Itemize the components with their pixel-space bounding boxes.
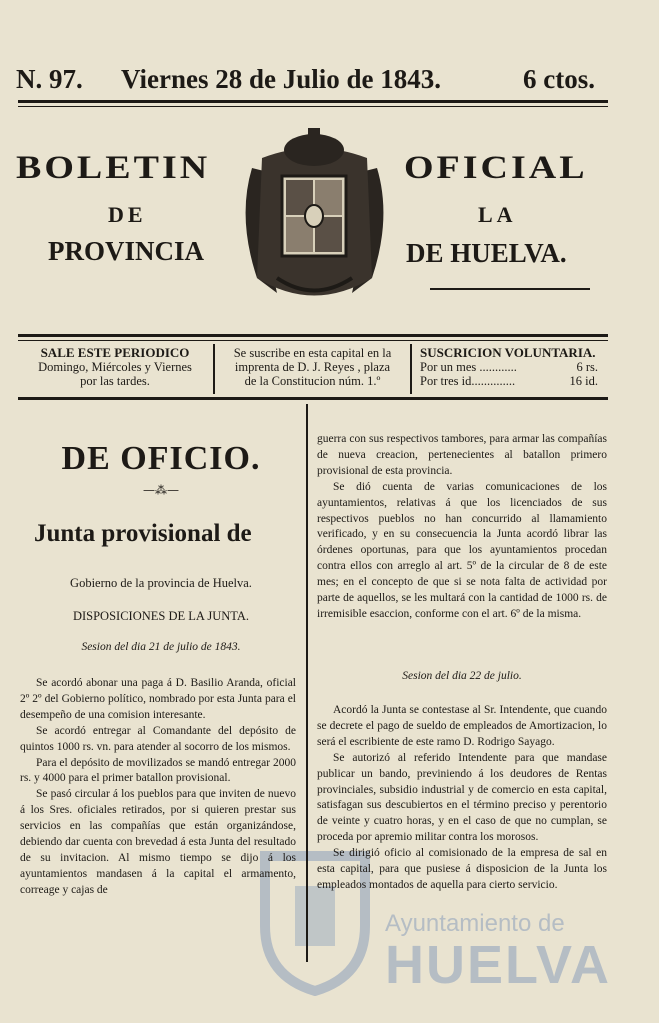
info-divider-1 <box>213 344 215 394</box>
price-title: SUSCRICION VOLUNTARIA. <box>420 345 596 360</box>
subscribe-line3: de la Constitucion núm. 1.º <box>244 374 381 388</box>
issue-date: Viernes 28 de Julio de 1843. <box>121 64 441 94</box>
publication-time: por las tardes. <box>80 374 150 388</box>
paragraph: Se autorizó al referido Intendente para que mandase publicar un bando, previniendo á los deudores de Rentas provinciales, subsidio industrial y de comercio en esta capital, satisfagan sus descubiertos en el término preciso y perentorio de veinte y cuatro horas, y en el caso de que no cumplan, se proceda por apremio militar contra los morosos. <box>317 751 607 844</box>
publication-days: Domingo, Miércoles y Viernes <box>38 360 192 374</box>
right-body-top <box>317 432 607 623</box>
disposiciones-heading: DISPOSICIONES DE LA JUNTA. <box>72 609 250 623</box>
paragraph: Se dió cuenta de varias comunicaciones de los ayuntamientos, relativas á que los licenciados de sus respectivos pueblos no han concurrido al llamamiento verificado, y en su consecuencia la Junta acordó librar las órdenes oportunas, para que los ayuntamientos procedan contra ellos con arreglo al art. 5º de la circular de 8 de este mes; en el concepto de que si se nota falta de actividad por parte de aquellos, se les multará con la cantidad de 1000 rs. de irremisible esaccion, conforme con el art. 6º de la misma. <box>317 480 607 620</box>
watermark-line1: Ayuntamiento de <box>385 910 565 937</box>
info-rule-top2 <box>18 340 608 341</box>
paragraph: Se acordó abonar una paga á D. Basilio Aranda, oficial 2º 2º del Gobierno político, nombrado por esta Junta para el desempeño de una comision interesante. <box>20 677 296 721</box>
paragraph: Se dirigió oficio al comisionado de la empresa de sal en esta capital, para que pusiese á disposicion de la Junta los empleados montados de aquella para cierto servicio. <box>317 847 607 891</box>
column-divider <box>306 404 308 962</box>
info-divider-2 <box>410 344 412 394</box>
info-col-price <box>420 346 606 388</box>
left-body <box>20 676 296 899</box>
header-rule-thick <box>18 100 608 103</box>
masthead-boletin: BOLETIN <box>16 150 211 186</box>
info-col-subscribe <box>220 346 405 388</box>
info-rule-top <box>18 334 608 337</box>
paragraph: Se pasó circular á los pueblos para que inviten de nuevo á los Sres. oficiales retirados, por si quieren prestar sus servicios en las compañías que están organizándose, debiendo dar cuenta con brevedad á esta Junta del resultado de su invitacion. Al mismo tiempo se dijo á los ayuntamientos mandasen á la capital el armamento, correage y cajas de <box>20 788 296 896</box>
subscribe-line1: Se suscribe en esta capital en la <box>233 346 392 360</box>
price-month-label: Por un mes ............ <box>420 360 517 374</box>
publication-title: SALE ESTE PERIODICO <box>40 345 190 360</box>
price-month-value: 6 rs. <box>576 360 598 374</box>
issue-price: 6 ctos. <box>523 64 595 94</box>
paragraph: Acordó la Junta se contestase al Sr. Intendente, que cuando se decrete el pago de sueldo de empleados de Amortizacion, lo será el escribiente de este ramo D. Rodrigo Sayago. <box>317 704 607 748</box>
paragraph: Se acordó entregar al Comandante del depósito de quintos 1000 rs. vn. para atender al socorro de los mismos. <box>20 724 296 753</box>
royal-crest-icon <box>232 128 397 308</box>
masthead-huelva: DE HUELVA. <box>406 238 567 268</box>
info-col-publication <box>20 346 210 388</box>
price-quarter-label: Por tres id.............. <box>420 374 516 388</box>
masthead-la: LA <box>478 202 517 227</box>
section-title: DE OFICIO. <box>61 440 261 477</box>
masthead-de: DE <box>108 202 147 227</box>
masthead-underline <box>430 288 590 290</box>
gobierno-line: Gobierno de la provincia de Huelva. <box>70 576 252 590</box>
sesion-22: Sesion del dia 22 de julio. <box>402 670 522 682</box>
watermark-line2: HUELVA <box>385 935 611 995</box>
issue-header <box>16 64 606 98</box>
price-quarter-value: 16 id. <box>569 374 598 388</box>
issue-number: N. 97. <box>16 64 83 94</box>
info-rule-bottom <box>18 397 608 400</box>
paragraph: Para el depósito de movilizados se mandó entregar 2000 rs. y 4000 para el primer batallon provisional. <box>20 756 296 785</box>
header-rule-thin <box>18 106 608 107</box>
right-body-bottom <box>317 703 607 894</box>
paragraph: guerra con sus respectivos tambores, para armar las compañías de nueva creacion, pertenecientes al batallon primero provisional de esta provincia. <box>317 433 607 477</box>
masthead-oficial: OFICIAL <box>404 150 588 186</box>
subscribe-line2: imprenta de D. J. Reyes , plaza <box>234 360 391 374</box>
ornament: —⁂— <box>143 483 179 497</box>
sesion-21: Sesion del dia 21 de julio de 1843. <box>81 641 241 653</box>
junta-heading: Junta provisional de <box>34 520 252 547</box>
masthead-provincia: PROVINCIA <box>48 236 205 266</box>
